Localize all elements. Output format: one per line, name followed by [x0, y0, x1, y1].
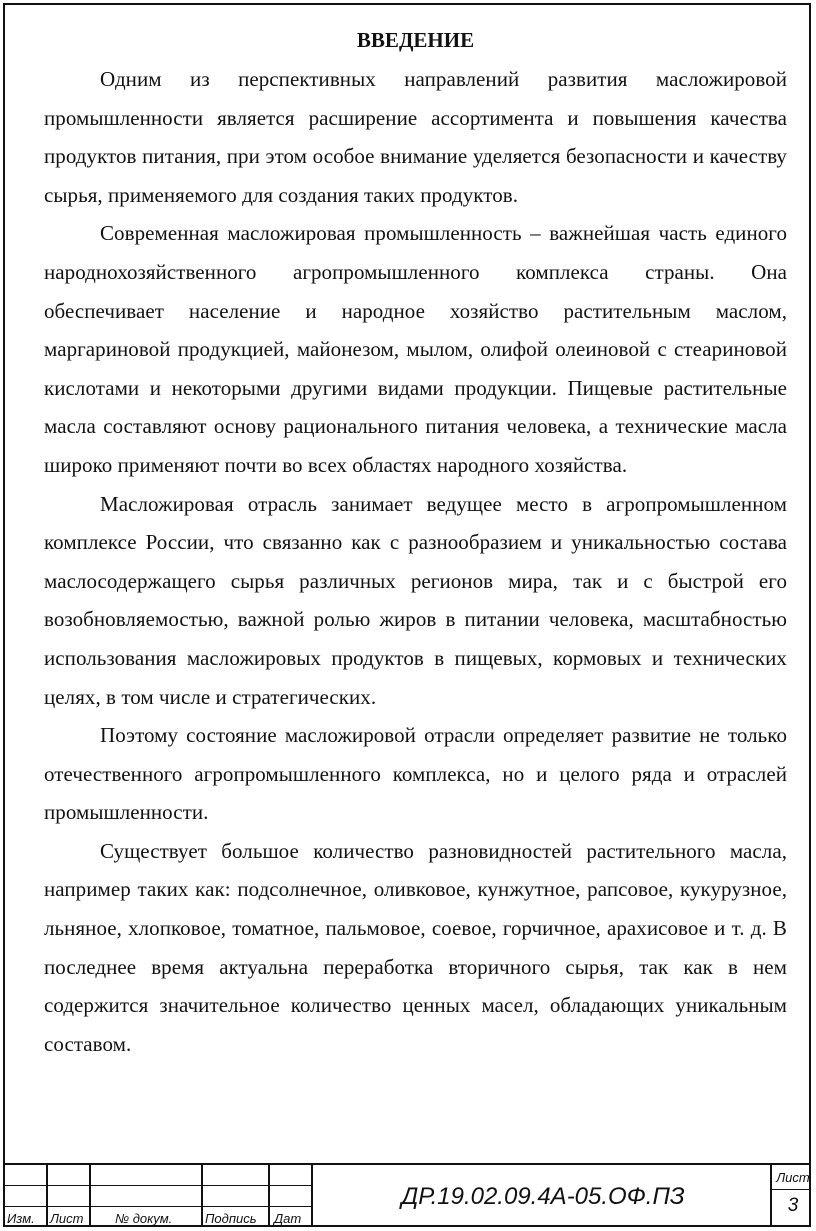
paragraph-4: Поэтому состояние масложировой отрасли определяет развитие не только отечественного агропромышленного комплекса, но и целого ряда и отраслей промышленности. [44, 723, 787, 825]
stamp-row-line [770, 1189, 811, 1190]
stamp-divider [46, 1165, 48, 1227]
stamp-row-line [3, 1185, 311, 1186]
section-title: ВВЕДЕНИЕ [356, 28, 475, 52]
stamp-divider [268, 1165, 270, 1227]
paragraph-3: Масложировая отрасль занимает ведущее место в агропромышленном комплексе России, что связанно как с разнообразием и уникальностью состава маслосодержащего сырья различных регионов мира, так и с быстрой его возобновляемостью, важной ролью жиров в питании человека, масштабностью использования масложировых продуктов в пищевых, кормовых и технических целях, в том числе и стратегических. [44, 491, 787, 709]
stamp-label-sign: Подпись [205, 1211, 257, 1226]
document-body [44, 22, 787, 1063]
stamp-label-izm: Изм. [7, 1211, 35, 1226]
paragraph-5: Существует большое количество разновидностей растительного масла, например таких как: подсолнечное, оливковое, кунжутное, рапсовое, кукурузное, льняное, хлопковое, томатное, пальмовое, соевое, горчичное, арахисовое и т. д. В последнее время актуальна переработка вторичного сырья, так как в нем содержится значительное количество ценных масел, обладающих уникальным составом. [44, 838, 787, 1056]
sheet-label: Лист [776, 1170, 810, 1185]
stamp-divider [201, 1165, 203, 1227]
document-code: ДР.19.02.09.4А-05.ОФ.ПЗ [401, 1183, 685, 1210]
sheet-number: 3 [787, 1195, 799, 1216]
stamp-label-doc: № докум. [115, 1211, 173, 1226]
title-block [3, 1163, 811, 1227]
stamp-row-line [3, 1206, 311, 1207]
stamp-label-list: Лист [50, 1211, 84, 1226]
stamp-divider [89, 1165, 91, 1227]
paragraph-1: Одним из перспективных направлений развития масложировой промышленности является расширение ассортимента и повышения качества продуктов питания, при этом особое внимание уделяется безопасности и качеству сырья, применяемого для создания таких продуктов. [44, 67, 787, 207]
paragraph-2: Современная масложировая промышленность – важнейшая часть единого народнохозяйственного агропромышленного комплекса страны. Она обеспечивает население и народное хозяйство растительным маслом, маргариновой продукцией, майонезом, мылом, олифой олеиновой с стеариновой кислотами и некоторыми другими видами продукции. Пищевые растительные масла составляют основу рационального питания человека, а технические масла широко применяют почти во всех областях народного хозяйства. [44, 221, 787, 477]
stamp-label-date: Дат [274, 1211, 302, 1226]
